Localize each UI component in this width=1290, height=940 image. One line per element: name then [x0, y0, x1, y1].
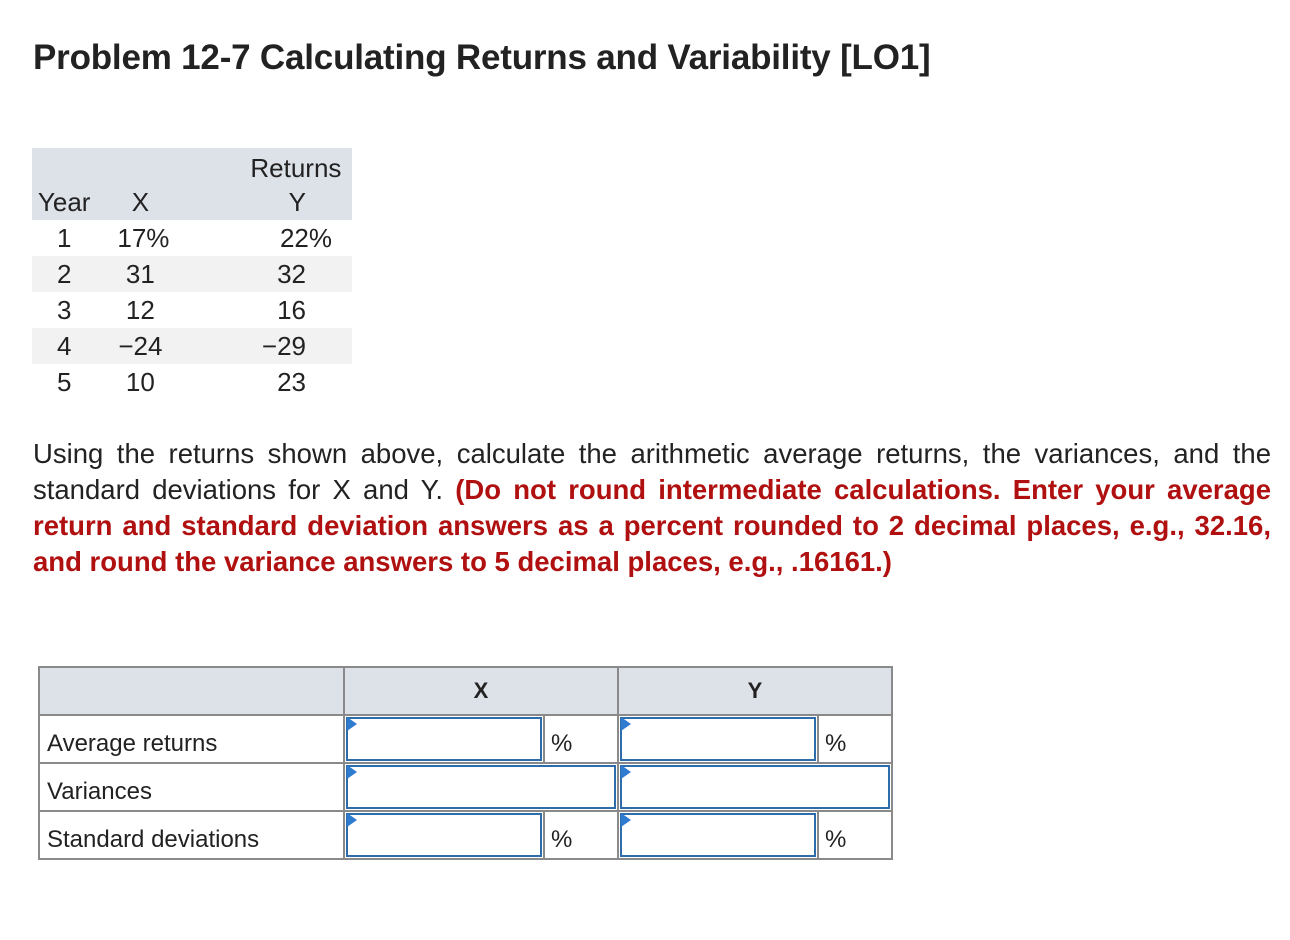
unit-label: % — [818, 811, 892, 859]
y-column-header: Y — [288, 186, 306, 217]
returns-header-spacer — [32, 148, 96, 184]
unit-label: % — [544, 811, 618, 859]
problem-title: Problem 12-7 Calculating Returns and Variability [LO1] — [33, 38, 931, 77]
std-dev-x-input[interactable] — [349, 816, 539, 852]
answer-row-standard-deviations — [39, 811, 892, 859]
variance-y-cell — [618, 763, 892, 811]
row-label: Average returns — [39, 715, 344, 763]
returns-group-header: Returns — [250, 153, 342, 183]
x-return-cell: 12 — [125, 294, 155, 325]
answer-row-average-returns — [39, 715, 892, 763]
instructions-text — [33, 436, 1271, 580]
x-column-header: X — [131, 186, 150, 217]
y-return-cell: 22% — [279, 222, 332, 253]
variance-x-input[interactable] — [349, 768, 613, 804]
y-return-cell: 23 — [277, 366, 306, 397]
variance-y-input[interactable] — [623, 768, 887, 804]
table-row — [32, 256, 352, 292]
table-row — [32, 328, 352, 364]
y-return-cell: −29 — [261, 330, 306, 361]
std-dev-x-cell — [344, 811, 544, 859]
y-return-cell: 16 — [277, 294, 306, 325]
table-row — [32, 292, 352, 328]
answer-row-variances — [39, 763, 892, 811]
year-cell: 2 — [56, 258, 72, 289]
answer-header-blank — [39, 667, 344, 715]
average-return-y-input[interactable] — [623, 720, 813, 756]
std-dev-y-cell — [618, 811, 818, 859]
returns-table — [32, 148, 352, 400]
average-return-x-input[interactable] — [349, 720, 539, 756]
average-return-y-cell — [618, 715, 818, 763]
year-column-header: Year — [37, 186, 91, 217]
instructions-plain: Using the returns shown above, calculate the arithmetic average returns, the variances, and the standard deviations for X and Y. — [33, 438, 1271, 505]
unit-label: % — [818, 715, 892, 763]
year-cell: 4 — [56, 330, 72, 361]
answer-y-header: Y — [618, 667, 892, 715]
x-return-cell: 31 — [125, 258, 155, 289]
variance-x-cell — [344, 763, 618, 811]
instructions-emphasis: (Do not round intermediate calculations. Enter your average return and standard deviation answers as a percent rounded to 2 decimal places, e.g., 32.16, and round the variance answers to 5 decimal places, e.g., .16161.) — [33, 474, 1271, 577]
answer-x-header: X — [344, 667, 618, 715]
year-cell: 3 — [56, 294, 72, 325]
answer-table — [38, 666, 893, 860]
year-cell: 5 — [56, 366, 72, 397]
row-label: Variances — [39, 763, 344, 811]
std-dev-y-input[interactable] — [623, 816, 813, 852]
table-row — [32, 220, 352, 256]
x-return-cell: 10 — [125, 366, 155, 397]
unit-label: % — [544, 715, 618, 763]
average-return-x-cell — [344, 715, 544, 763]
x-return-cell: −24 — [118, 330, 163, 361]
row-label: Standard deviations — [39, 811, 344, 859]
x-return-cell: 17% — [117, 222, 170, 253]
table-row — [32, 364, 352, 400]
year-cell: 1 — [56, 222, 72, 253]
y-return-cell: 32 — [277, 258, 306, 289]
